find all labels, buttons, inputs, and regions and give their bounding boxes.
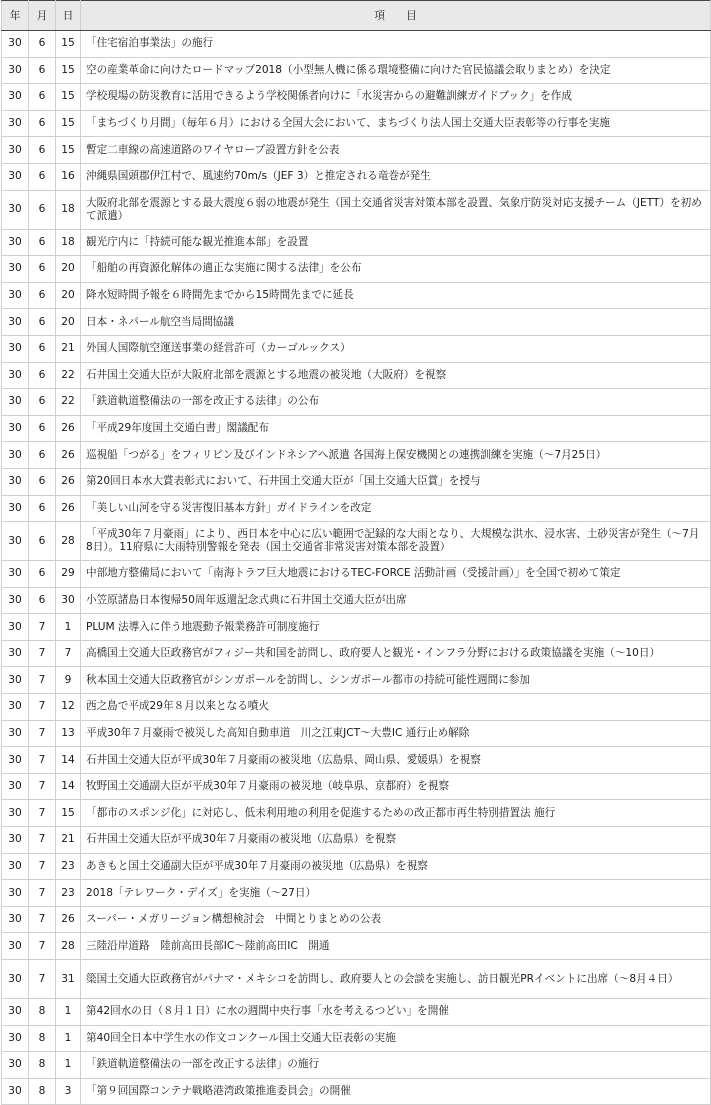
- cell-month: 6: [29, 84, 56, 111]
- cell-item: 平成30年７月豪雨で被災した高知自動車道 川之江東JCT～大豊IC 通行止め解除: [81, 720, 711, 747]
- cell-day: 26: [56, 468, 81, 495]
- cell-year: 30: [2, 389, 29, 416]
- cell-item: 中部地方整備局において「南海トラフ巨大地震におけるTEC-FORCE 活動計画（受援計画）」を全国で初めて策定: [81, 561, 711, 588]
- cell-month: 6: [29, 389, 56, 416]
- cell-day: 15: [56, 57, 81, 84]
- table-row: [2, 614, 711, 641]
- cell-item: 「船舶の再資源化解体の適正な実施に関する法律」を公布: [81, 256, 711, 283]
- cell-item: 石井国土交通大臣が大阪府北部を震源とする地震の被災地（大阪府）を視察: [81, 362, 711, 389]
- cell-item: 沖縄県国頭郡伊江村で、風速約70m/s（JEF 3）と推定される竜巻が発生: [81, 163, 711, 190]
- cell-day: 22: [56, 389, 81, 416]
- table-row: [2, 110, 711, 137]
- table-row: [2, 389, 711, 416]
- cell-item: 「都市のスポンジ化」に対応し、低未利用地の利用を促進するための改正都市再生特別措置法 施行: [81, 800, 711, 827]
- cell-day: 22: [56, 362, 81, 389]
- cell-day: 26: [56, 495, 81, 522]
- cell-month: 6: [29, 362, 56, 389]
- cell-item: 「美しい山河を守る災害復旧基本方針」ガイドラインを改定: [81, 495, 711, 522]
- table-row: [2, 773, 711, 800]
- cell-item: 暫定二車線の高速道路のワイヤロープ設置方針を公表: [81, 137, 711, 164]
- cell-month: 7: [29, 667, 56, 694]
- cell-month: 7: [29, 773, 56, 800]
- cell-day: 18: [56, 190, 81, 229]
- table-row: [2, 309, 711, 336]
- cell-month: 6: [29, 110, 56, 137]
- cell-item: 「第９回国際コンテナ戦略港湾政策推進委員会」の開催: [81, 1078, 711, 1105]
- cell-year: 30: [2, 84, 29, 111]
- table-row: [2, 694, 711, 721]
- cell-item: 「平成30年７月豪雨」により、西日本を中心に広い範囲で記録的な大雨となり、大規模な洪水、浸水害、土砂災害が発生（～7月8日）。11府県に大雨特別警報を発表（国土交通省非常災害対策本部を設置）: [81, 522, 711, 561]
- table-row: [2, 933, 711, 960]
- table-row: [2, 282, 711, 309]
- cell-month: 6: [29, 495, 56, 522]
- cell-month: 6: [29, 137, 56, 164]
- header-month: 月: [29, 1, 56, 31]
- table-row: [2, 163, 711, 190]
- cell-day: 31: [56, 960, 81, 999]
- cell-day: 7: [56, 640, 81, 667]
- table-row: [2, 31, 711, 58]
- cell-item: 第40回全日本中学生水の作文コンクール国土交通大臣表彰の実施: [81, 1025, 711, 1052]
- table-row: [2, 190, 711, 229]
- table-row: [2, 1025, 711, 1052]
- cell-item: 第42回水の日（８月１日）に水の週間中央行事「水を考えるつどい」を開催: [81, 999, 711, 1026]
- cell-item: 簗国土交通大臣政務官がパナマ・メキシコを訪問し、政府要人との会談を実施し、訪日観光PRイベントに出席（～8月４日）: [81, 960, 711, 999]
- cell-year: 30: [2, 335, 29, 362]
- cell-day: 15: [56, 110, 81, 137]
- cell-year: 30: [2, 853, 29, 880]
- table-row: [2, 256, 711, 283]
- cell-item: 秋本国土交通大臣政務官がシンガポールを訪問し、シンガポール都市の持続可能性週間に参加: [81, 667, 711, 694]
- cell-day: 14: [56, 747, 81, 774]
- cell-month: 7: [29, 720, 56, 747]
- header-year: 年: [2, 1, 29, 31]
- cell-month: 6: [29, 256, 56, 283]
- cell-month: 6: [29, 335, 56, 362]
- cell-day: 23: [56, 880, 81, 907]
- cell-day: 20: [56, 309, 81, 336]
- cell-item: 高橋国土交通大臣政務官がフィジー共和国を訪問し、政府要人と観光・インフラ分野における政策協議を実施（～10日）: [81, 640, 711, 667]
- cell-month: 6: [29, 229, 56, 256]
- cell-year: 30: [2, 614, 29, 641]
- cell-year: 30: [2, 999, 29, 1026]
- cell-day: 26: [56, 415, 81, 442]
- table-row: [2, 1078, 711, 1105]
- cell-item: 巡視船「つがる」をフィリピン及びインドネシアへ派遣 各国海上保安機関との連携訓練を実施（～7月25日）: [81, 442, 711, 469]
- cell-day: 15: [56, 137, 81, 164]
- table-row: [2, 442, 711, 469]
- cell-item: スーパー・メガリージョン構想検討会 中間とりまとめの公表: [81, 906, 711, 933]
- cell-year: 30: [2, 1052, 29, 1079]
- cell-item: 2018「テレワーク・デイズ」を実施（～27日）: [81, 880, 711, 907]
- cell-month: 6: [29, 522, 56, 561]
- cell-month: 7: [29, 694, 56, 721]
- cell-month: 6: [29, 309, 56, 336]
- cell-year: 30: [2, 522, 29, 561]
- cell-year: 30: [2, 800, 29, 827]
- cell-year: 30: [2, 880, 29, 907]
- cell-day: 26: [56, 442, 81, 469]
- cell-month: 8: [29, 1052, 56, 1079]
- table-row: [2, 415, 711, 442]
- cell-item: 降水短時間予報を６時間先までから15時間先までに延長: [81, 282, 711, 309]
- cell-day: 3: [56, 1078, 81, 1105]
- table-row: [2, 137, 711, 164]
- cell-day: 15: [56, 31, 81, 58]
- cell-year: 30: [2, 309, 29, 336]
- cell-month: 6: [29, 442, 56, 469]
- cell-item: 空の産業革命に向けたロードマップ2018（小型無人機に係る環境整備に向けた官民協議会取りまとめ）を決定: [81, 57, 711, 84]
- cell-year: 30: [2, 694, 29, 721]
- cell-year: 30: [2, 906, 29, 933]
- cell-year: 30: [2, 110, 29, 137]
- table-body: [2, 31, 711, 1105]
- cell-month: 7: [29, 933, 56, 960]
- cell-day: 28: [56, 933, 81, 960]
- cell-day: 1: [56, 614, 81, 641]
- cell-year: 30: [2, 137, 29, 164]
- cell-day: 16: [56, 163, 81, 190]
- cell-item: 石井国土交通大臣が平成30年７月豪雨の被災地（広島県）を視察: [81, 827, 711, 854]
- table-row: [2, 853, 711, 880]
- cell-item: 「まちづくり月間」（毎年６月）における全国大会において、まちづくり法人国土交通大臣表彰等の行事を実施: [81, 110, 711, 137]
- table-row: [2, 522, 711, 561]
- cell-month: 7: [29, 880, 56, 907]
- cell-month: 7: [29, 960, 56, 999]
- cell-month: 6: [29, 282, 56, 309]
- table-row: [2, 587, 711, 614]
- cell-item: 三陸沿岸道路 陸前高田長部IC～陸前高田IC 開通: [81, 933, 711, 960]
- cell-year: 30: [2, 1078, 29, 1105]
- chronology-table: [1, 0, 711, 1105]
- cell-year: 30: [2, 1025, 29, 1052]
- cell-year: 30: [2, 190, 29, 229]
- cell-month: 6: [29, 57, 56, 84]
- cell-day: 30: [56, 587, 81, 614]
- table-row: [2, 57, 711, 84]
- cell-day: 20: [56, 282, 81, 309]
- cell-day: 20: [56, 256, 81, 283]
- cell-day: 26: [56, 906, 81, 933]
- cell-year: 30: [2, 468, 29, 495]
- cell-year: 30: [2, 960, 29, 999]
- cell-item: 「住宅宿泊事業法」の施行: [81, 31, 711, 58]
- table-row: [2, 84, 711, 111]
- cell-item: 「鉄道軌道整備法の一部を改正する法律」の公布: [81, 389, 711, 416]
- cell-year: 30: [2, 57, 29, 84]
- cell-day: 21: [56, 335, 81, 362]
- cell-month: 7: [29, 853, 56, 880]
- table-row: [2, 495, 711, 522]
- cell-year: 30: [2, 495, 29, 522]
- cell-month: 7: [29, 800, 56, 827]
- cell-month: 8: [29, 999, 56, 1026]
- cell-year: 30: [2, 747, 29, 774]
- table-row: [2, 880, 711, 907]
- cell-year: 30: [2, 561, 29, 588]
- cell-day: 12: [56, 694, 81, 721]
- cell-day: 23: [56, 853, 81, 880]
- cell-month: 6: [29, 163, 56, 190]
- cell-year: 30: [2, 163, 29, 190]
- cell-year: 30: [2, 587, 29, 614]
- table-row: [2, 827, 711, 854]
- cell-item: PLUM 法導入に伴う地震動予報業務許可制度施行: [81, 614, 711, 641]
- cell-item: 学校現場の防災教育に活用できるよう学校関係者向けに「水災害からの避難訓練ガイドブック」を作成: [81, 84, 711, 111]
- cell-year: 30: [2, 720, 29, 747]
- cell-item: 「平成29年度国土交通白書」閣議配布: [81, 415, 711, 442]
- table-row: [2, 999, 711, 1026]
- cell-day: 21: [56, 827, 81, 854]
- cell-item: 小笠原諸島日本復帰50周年返還記念式典に石井国土交通大臣が出席: [81, 587, 711, 614]
- table-row: [2, 1052, 711, 1079]
- cell-year: 30: [2, 827, 29, 854]
- cell-month: 7: [29, 640, 56, 667]
- header-item: 項 目: [81, 1, 711, 31]
- cell-month: 6: [29, 190, 56, 229]
- cell-year: 30: [2, 442, 29, 469]
- cell-year: 30: [2, 31, 29, 58]
- cell-day: 13: [56, 720, 81, 747]
- cell-month: 6: [29, 31, 56, 58]
- cell-item: 西之島で平成29年８月以来となる噴火: [81, 694, 711, 721]
- table-row: [2, 800, 711, 827]
- cell-year: 30: [2, 933, 29, 960]
- table-row: [2, 747, 711, 774]
- cell-month: 8: [29, 1025, 56, 1052]
- cell-day: 1: [56, 1025, 81, 1052]
- cell-month: 6: [29, 468, 56, 495]
- table-header: [2, 1, 711, 31]
- cell-item: 第20回日本水大賞表彰式において、石井国土交通大臣が「国土交通大臣賞」を授与: [81, 468, 711, 495]
- cell-year: 30: [2, 282, 29, 309]
- cell-year: 30: [2, 773, 29, 800]
- header-day: 日: [56, 1, 81, 31]
- table-row: [2, 667, 711, 694]
- cell-year: 30: [2, 362, 29, 389]
- cell-item: あきもと国土交通副大臣が平成30年７月豪雨の被災地（広島県）を視察: [81, 853, 711, 880]
- cell-day: 28: [56, 522, 81, 561]
- cell-year: 30: [2, 229, 29, 256]
- cell-item: 観光庁内に「持続可能な観光推進本部」を設置: [81, 229, 711, 256]
- cell-month: 7: [29, 747, 56, 774]
- cell-day: 1: [56, 1052, 81, 1079]
- table-row: [2, 468, 711, 495]
- table-row: [2, 362, 711, 389]
- table-row: [2, 640, 711, 667]
- cell-day: 29: [56, 561, 81, 588]
- cell-month: 7: [29, 906, 56, 933]
- cell-day: 9: [56, 667, 81, 694]
- cell-item: 日本・ネパール航空当局間協議: [81, 309, 711, 336]
- cell-item: 大阪府北部を震源とする最大震度６弱の地震が発生（国土交通省災害対策本部を設置、気象庁防災対応支援チーム（JETT）を初めて派遣）: [81, 190, 711, 229]
- table-row: [2, 561, 711, 588]
- table-row: [2, 960, 711, 999]
- cell-item: 牧野国土交通副大臣が平成30年７月豪雨の被災地（岐阜県、京都府）を視察: [81, 773, 711, 800]
- cell-day: 15: [56, 84, 81, 111]
- cell-item: 「鉄道軌道整備法の一部を改正する法律」の施行: [81, 1052, 711, 1079]
- cell-year: 30: [2, 256, 29, 283]
- cell-month: 7: [29, 614, 56, 641]
- table-row: [2, 335, 711, 362]
- cell-item: 外国人国際航空運送事業の経営許可（カーゴルックス）: [81, 335, 711, 362]
- cell-month: 7: [29, 827, 56, 854]
- table-row: [2, 229, 711, 256]
- table-row: [2, 720, 711, 747]
- cell-day: 1: [56, 999, 81, 1026]
- cell-year: 30: [2, 667, 29, 694]
- table-row: [2, 906, 711, 933]
- cell-month: 6: [29, 415, 56, 442]
- cell-day: 14: [56, 773, 81, 800]
- cell-month: 6: [29, 587, 56, 614]
- cell-year: 30: [2, 415, 29, 442]
- cell-month: 8: [29, 1078, 56, 1105]
- cell-month: 6: [29, 561, 56, 588]
- cell-year: 30: [2, 640, 29, 667]
- cell-day: 15: [56, 800, 81, 827]
- cell-item: 石井国土交通大臣が平成30年７月豪雨の被災地（広島県、岡山県、愛媛県）を視察: [81, 747, 711, 774]
- cell-day: 18: [56, 229, 81, 256]
